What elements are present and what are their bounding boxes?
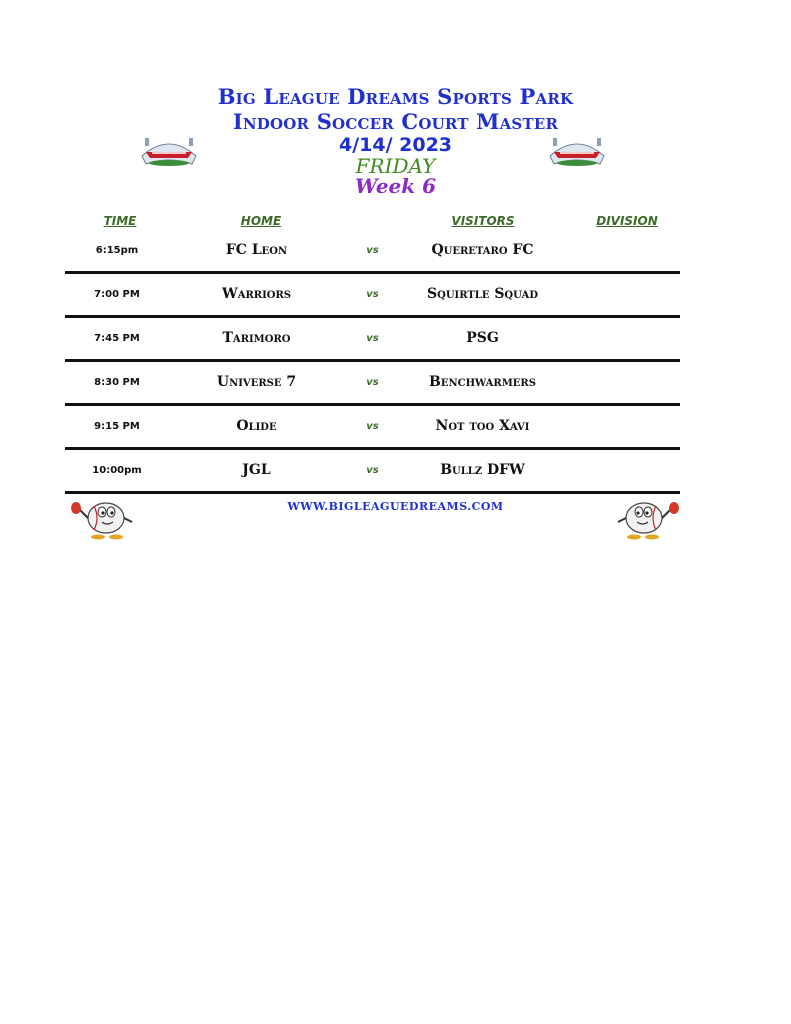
game-row [65,362,680,406]
game-time: 7:45 PM [94,333,140,344]
game-row [65,318,680,362]
column-header-division: DIVISION [596,214,658,228]
visitor-team: Queretaro FC [431,242,534,258]
visitor-team: Benchwarmers [429,374,536,390]
vs-label: vs [366,289,379,300]
game-row [65,230,680,274]
game-row [65,406,680,450]
game-row [65,450,680,494]
website-link[interactable]: WWW.BIGLEAGUEDREAMS.COM [287,500,504,513]
home-team: Warriors [221,286,292,302]
visitor-team: Bullz DFW [440,462,525,478]
vs-label: vs [366,421,379,432]
column-header-time: TIME [103,214,137,228]
visitor-team: Squirtle Squad [427,286,538,302]
event-day: FRIDAY [355,154,436,178]
vs-label: vs [366,333,379,344]
title-line-2: Indoor Soccer Court Master [232,109,559,134]
vs-label: vs [366,377,379,388]
column-header-home: HOME [240,214,282,228]
game-time: 8:30 PM [94,377,140,388]
visitor-team: Not too Xavi [435,418,530,434]
baseball-mascot-icon-left [66,494,138,542]
game-time: 9:15 PM [94,421,140,432]
vs-label: vs [366,245,379,256]
column-header-visitors: VISITORS [451,214,515,228]
home-team: FC Leon [225,242,288,258]
home-team: JGL [242,462,271,478]
game-time: 6:15pm [95,245,139,256]
game-time: 10:00pm [92,465,142,476]
row-divider [65,491,680,494]
vs-label: vs [366,465,379,476]
home-team: Universe 7 [216,374,297,390]
title-line-1: Big League Dreams Sports Park [217,84,574,109]
event-week: Week 6 [354,174,436,198]
big-league-dreams-logo-right [546,134,608,168]
game-row [65,274,680,318]
game-time: 7:00 PM [94,289,140,300]
event-date: 4/14/ 2023 [338,134,453,156]
baseball-mascot-icon-right [612,494,684,542]
big-league-dreams-logo-left [138,134,200,168]
home-team: Tarimoro [222,330,291,346]
visitor-team: PSG [466,330,499,346]
header [0,84,791,196]
home-team: Olide [236,418,277,434]
